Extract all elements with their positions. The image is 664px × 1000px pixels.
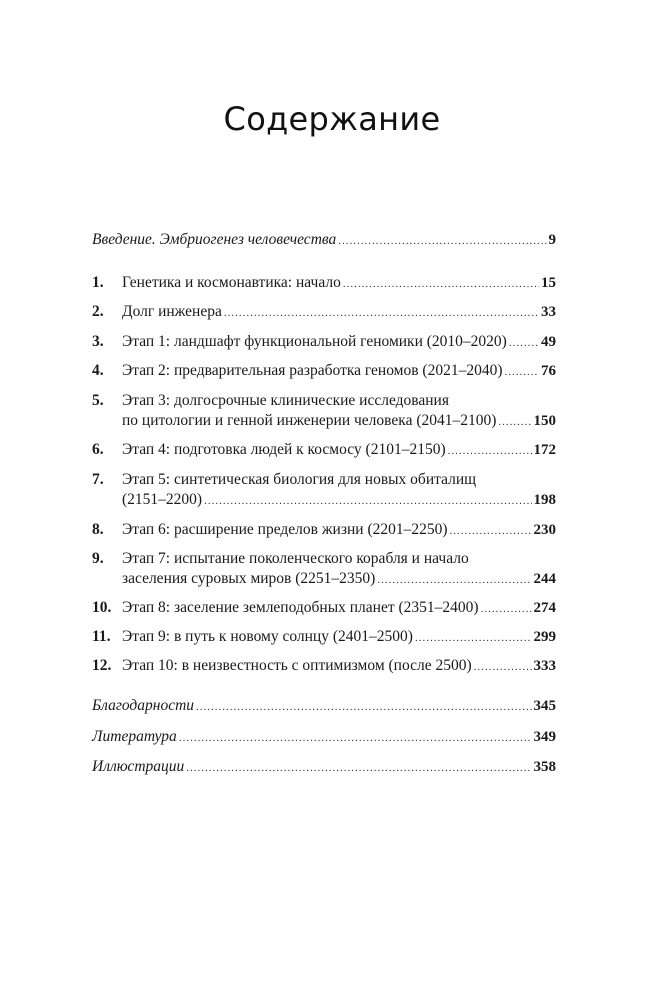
dot-leader: [481, 599, 532, 619]
dot-leader: [509, 333, 539, 353]
toc-page-number: 198: [533, 492, 556, 508]
toc-entry-chapter-7[interactable]: [92, 470, 556, 510]
toc-entry-illustrations[interactable]: [92, 757, 556, 777]
toc-page-number: 230: [533, 522, 556, 538]
toc-entry-intro[interactable]: [92, 230, 556, 250]
dot-leader: [448, 441, 532, 461]
toc-page-number: 345: [533, 698, 556, 714]
toc-page-number: 349: [533, 729, 556, 745]
toc-entry-title: Благодарности: [92, 697, 195, 714]
toc-page-number: 76: [541, 363, 556, 379]
chapter-number: 9.: [92, 550, 104, 567]
toc-page-number: 274: [533, 600, 556, 616]
toc-entry-title: Этап 1: ландшафт функциональной геномики (2010–2020): [122, 333, 507, 350]
toc-page-number: 15: [541, 275, 556, 291]
dot-leader: [179, 728, 532, 748]
toc-entry-title-line-1: Этап 3: долгосрочные клинические исследования: [122, 392, 449, 409]
toc-page-number: 9: [548, 232, 556, 248]
toc-entry-title: Генетика и космонавтика: начало: [122, 274, 341, 291]
toc-entry-title-line-2: (2151–2200): [122, 491, 203, 508]
toc-entry-title-line-2: заселения суровых миров (2251–2350): [122, 570, 376, 587]
toc-entry-title: Введение. Эмбриогенез человечества: [92, 231, 337, 248]
toc-entry-title: Долг инженера: [122, 303, 222, 320]
toc-entry-literature[interactable]: [92, 727, 556, 747]
toc-entry-title: Этап 10: в неизвестность с оптимизмом (после 2500): [122, 657, 472, 674]
dot-leader: [377, 570, 531, 590]
chapter-number: 3.: [92, 333, 104, 350]
toc-entry-chapter-6[interactable]: [92, 440, 556, 460]
toc-entry-title: Этап 2: предварительная разработка геномов (2021–2040): [122, 362, 503, 379]
dot-leader: [505, 362, 540, 382]
dot-leader: [474, 657, 532, 677]
chapter-number: 10.: [92, 599, 112, 616]
dot-leader: [498, 412, 531, 432]
toc-page-number: 33: [541, 304, 556, 320]
chapter-number: 5.: [92, 392, 104, 409]
toc-entry-chapter-1[interactable]: [92, 273, 556, 293]
toc-entry-title: Литература: [92, 728, 177, 745]
dot-leader: [343, 274, 539, 294]
chapter-number: 8.: [92, 521, 104, 538]
toc-entry-title: Этап 9: в путь к новому солнцу (2401–2500): [122, 628, 413, 645]
toc-page-number: 299: [533, 629, 556, 645]
toc-page-number: 333: [533, 658, 556, 674]
dot-leader: [204, 491, 531, 511]
chapter-number: 6.: [92, 441, 104, 458]
toc-page-number: 150: [533, 413, 556, 429]
chapter-number: 12.: [92, 657, 112, 674]
toc-page-number: 49: [541, 334, 556, 350]
chapter-number: 7.: [92, 471, 104, 488]
toc-entry-acknowledgements[interactable]: [92, 696, 556, 716]
dot-leader: [338, 231, 546, 251]
toc-entry-title-line-1: Этап 7: испытание поколенческого корабля и начало: [122, 550, 469, 567]
page-title: Содержание: [223, 100, 441, 138]
toc-page-number: 244: [533, 571, 556, 587]
toc-entry-chapter-4[interactable]: [92, 361, 556, 381]
dot-leader: [186, 758, 531, 778]
chapter-number: 11.: [92, 628, 111, 645]
chapter-number: 2.: [92, 303, 104, 320]
toc-entry-chapter-3[interactable]: [92, 332, 556, 352]
toc-entry-chapter-5[interactable]: [92, 391, 556, 431]
toc-entry-chapter-8[interactable]: [92, 520, 556, 540]
toc-entry-title: Этап 6: расширение пределов жизни (2201–2250): [122, 521, 448, 538]
toc-entry-title: Иллюстрации: [92, 758, 185, 775]
dot-leader: [196, 697, 531, 717]
dot-leader: [224, 303, 539, 323]
toc-entry-title-line-2: по цитологии и генной инженерии человека (2041–2100): [122, 412, 497, 429]
toc-entry-title-line-1: Этап 5: синтетическая биология для новых обиталищ: [122, 471, 477, 488]
toc-page-number: 172: [533, 442, 556, 458]
toc-entry-chapter-11[interactable]: [92, 627, 556, 647]
toc-entry-title: Этап 4: подготовка людей к космосу (2101–2150): [122, 441, 446, 458]
toc-page-number: 358: [533, 759, 556, 775]
toc-entry-chapter-2[interactable]: [92, 302, 556, 322]
toc-entry-chapter-10[interactable]: [92, 598, 556, 618]
chapter-number: 4.: [92, 362, 104, 379]
toc-entry-chapter-9[interactable]: [92, 549, 556, 589]
toc-entry-title: Этап 8: заселение землеподобных планет (2351–2400): [122, 599, 479, 616]
toc-entry-chapter-12[interactable]: [92, 656, 556, 676]
chapter-number: 1.: [92, 274, 104, 291]
dot-leader: [450, 521, 532, 541]
dot-leader: [415, 628, 532, 648]
